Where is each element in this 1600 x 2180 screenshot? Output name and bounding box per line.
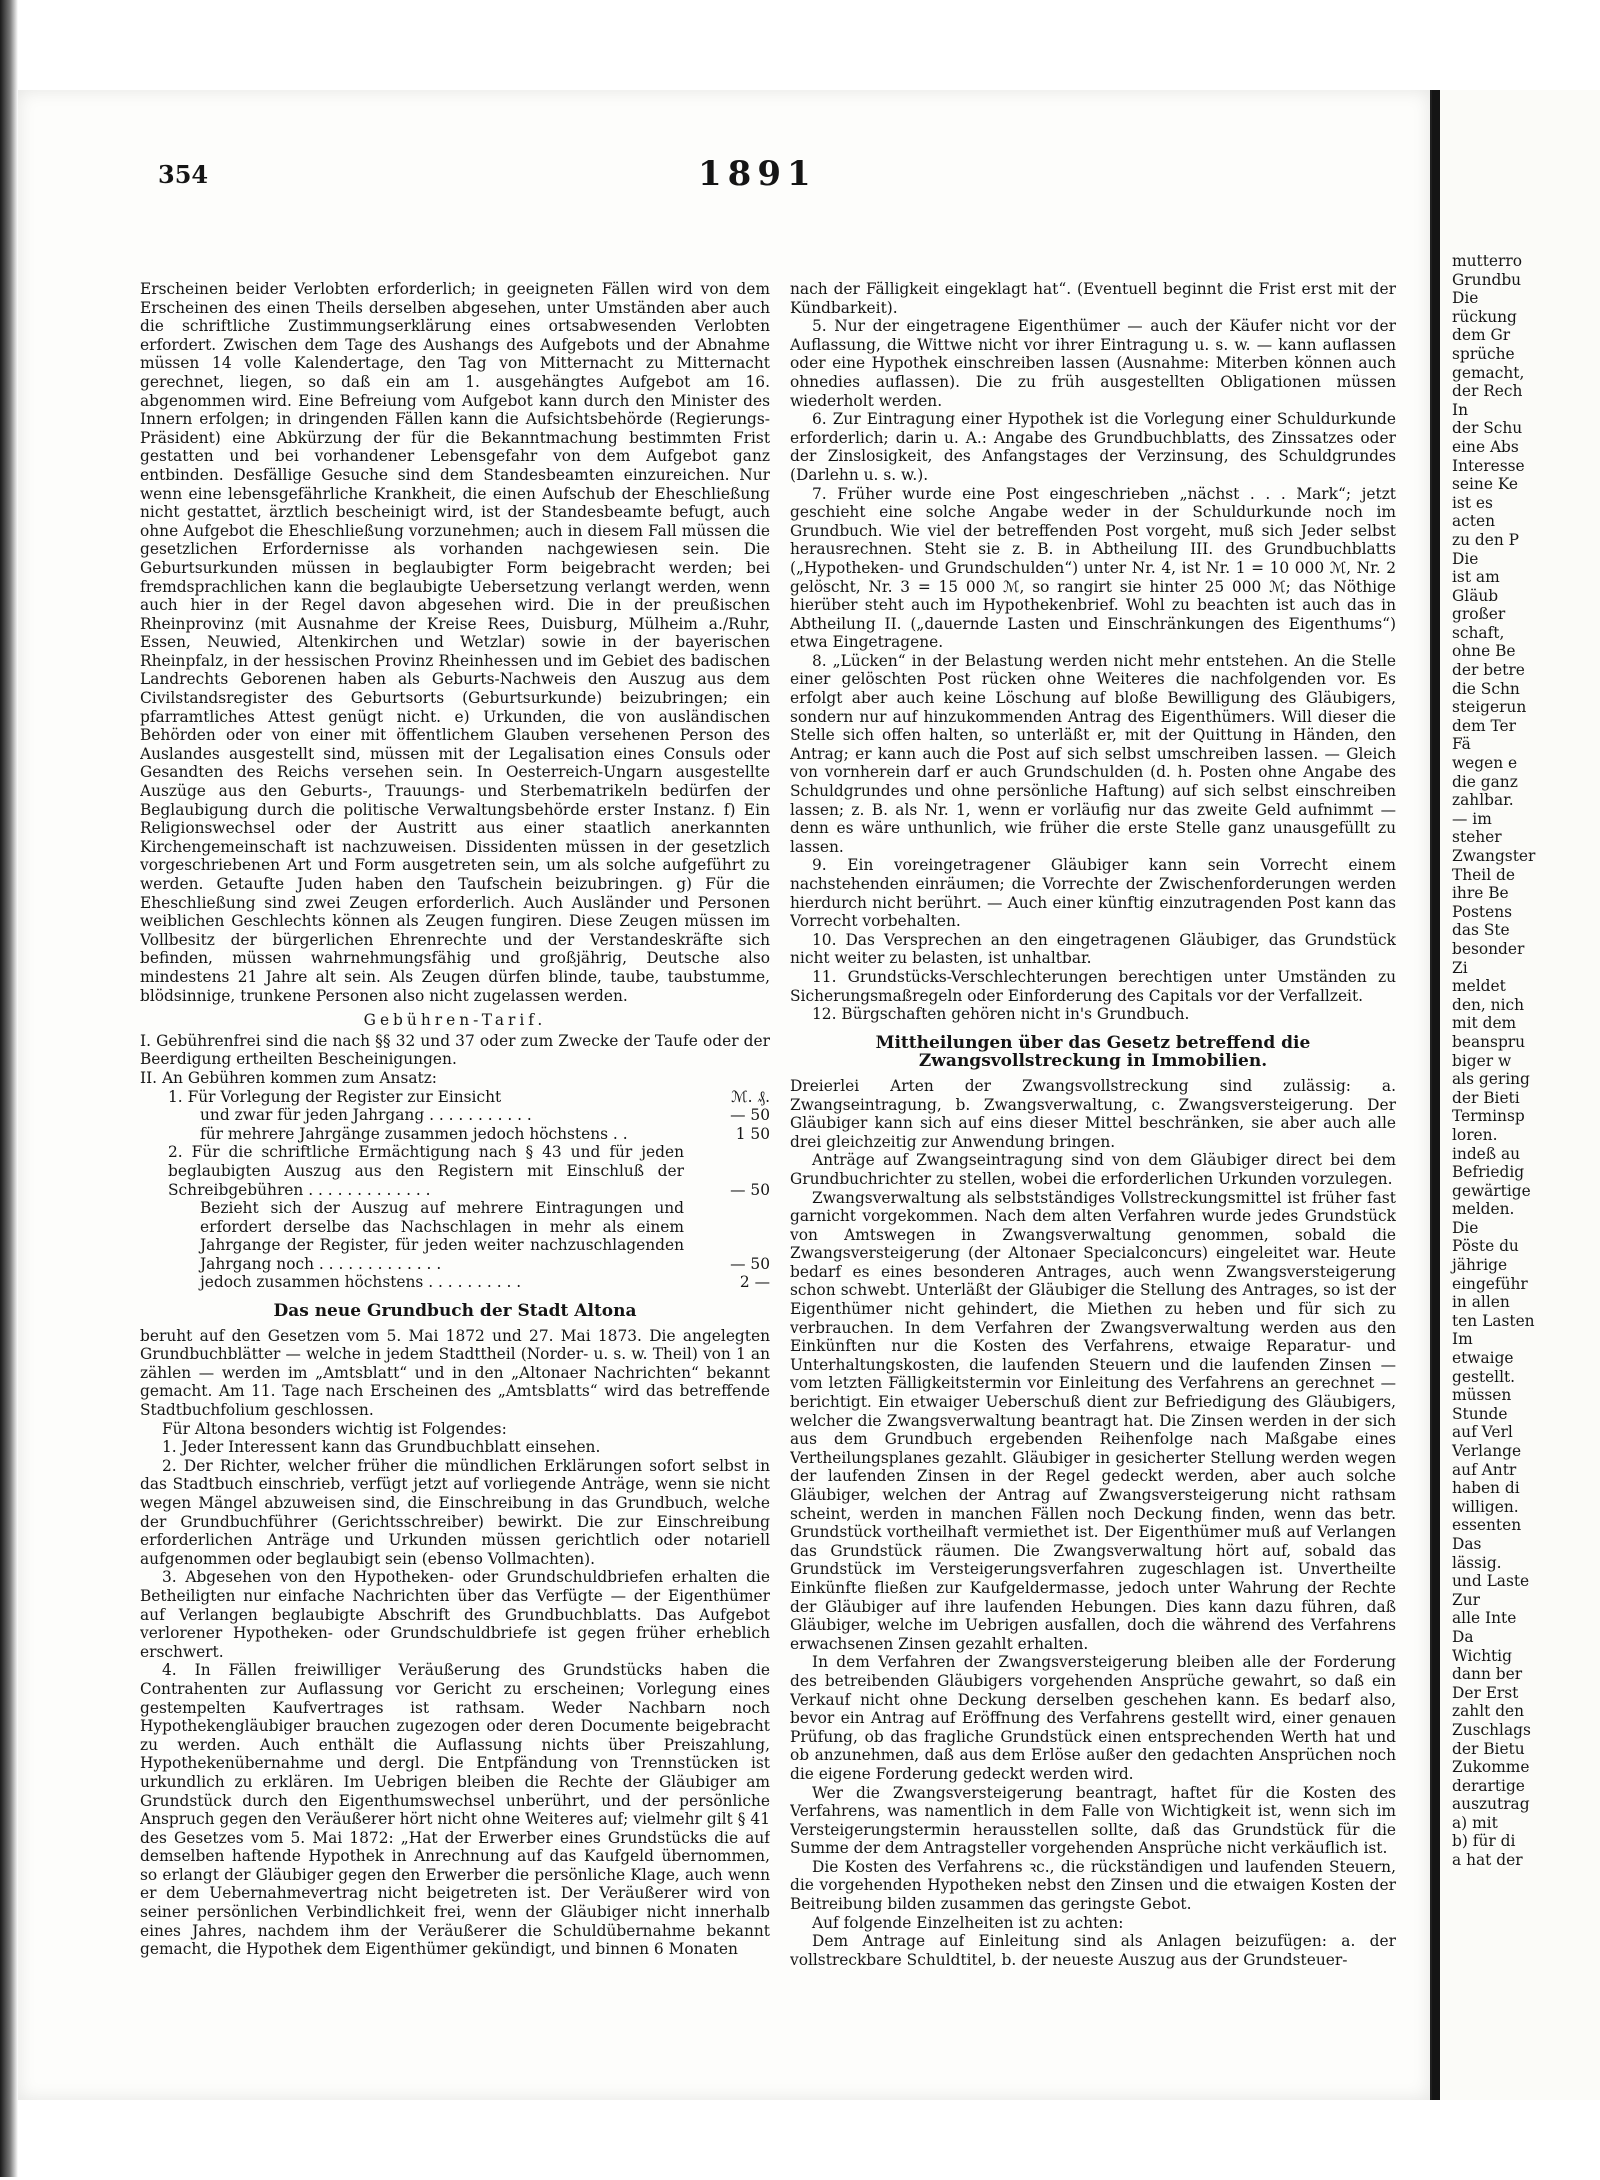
adjacent-page-line-fragment: ohne Be — [1452, 642, 1516, 661]
adjacent-page-line-fragment: lässig. — [1452, 1553, 1502, 1572]
adjacent-page-line-fragment: Zuschlags — [1452, 1720, 1531, 1739]
adjacent-page-line-fragment: Theil de — [1452, 865, 1515, 884]
altona-item-11: 11. Grundstücks-Verschlechterungen berechtigen unter Umständen zu Sicherungsmaßregeln oder Einforderung des Capitals vor der Verfallzeit. — [790, 967, 1396, 1005]
adjacent-page-line-fragment: dem Gr — [1452, 326, 1511, 345]
adjacent-page-line-fragment: — im — [1452, 809, 1492, 828]
adjacent-page-line-fragment: Zi — [1452, 958, 1468, 977]
adjacent-page-line-fragment: Wichtig — [1452, 1646, 1512, 1665]
adjacent-page-line-fragment: Die — [1452, 549, 1479, 568]
adjacent-page-line-fragment: der Rech — [1452, 382, 1523, 401]
adjacent-page-line-fragment: Gläub — [1452, 586, 1499, 605]
tariff-item-II: II. An Gebühren kommen zum Ansatz: — [140, 1068, 437, 1087]
adjacent-page-line-fragment: der Bietu — [1452, 1739, 1525, 1758]
adjacent-page-line-fragment: schaft, — [1452, 623, 1505, 642]
enforcement-paragraph-2: Anträge auf Zwangseintragung sind von dem Gläubiger direct bei dem Grundbuchrichter zu stellen, wobei die erforderlichen Urkunden vorzulegen. — [790, 1151, 1396, 1188]
continuation-paragraph: nach der Fälligkeit eingeklagt hat“. (Eventuell beginnt die Frist erst mit der Kündbarkeit). — [790, 280, 1396, 317]
adjacent-page-line-fragment: derartige — [1452, 1776, 1525, 1795]
adjacent-page-line-fragment: dem Ter — [1452, 716, 1516, 735]
altona-item-6: 6. Zur Eintragung einer Hypothek ist die Vorlegung einer Schuldurkunde erforderlich; darin u. A.: Angabe des Grundbuchblatts, des Zinssatzes oder der Zinslosigkeit, des Anfangstages der Verzinsung, des Schuldgrundes (Darlehn u. s. w.). — [790, 410, 1396, 484]
tariff-row-2b — [140, 1199, 770, 1273]
tariff-row-1b — [140, 1125, 770, 1144]
adjacent-page-line-fragment: den, nich — [1452, 995, 1525, 1014]
adjacent-page-line-fragment: sprüche — [1452, 344, 1515, 363]
adjacent-page-line-fragment: gewärtige — [1452, 1181, 1531, 1200]
adjacent-page-line-fragment: Der Erst — [1452, 1683, 1519, 1702]
adjacent-page-line-fragment: Verlange — [1452, 1442, 1522, 1460]
tariff-amount: — 50 — [730, 1180, 770, 1199]
tariff-currency-header: ℳ. ₰. — [731, 1087, 770, 1106]
altona-item-8: 8. „Lücken“ in der Belastung werden nicht mehr entstehen. An die Stelle einer gelöschten Post rücken ohne Weiteres die nachfolgenden vor. Es erfolgt aber auch keine Löschung auf bloße Bewilligung des Gläubigers, sondern nur auf hinzukommenden Antrag des Eigenthümers. Will dieser die Stelle sich offen halten, so unterläßt er, mit der Quittung in Händen, den Antrag; er kann auch die Post auf sich selbst umschreiben lassen. — Gleich von vornherein darf er auch Grundschulden (d. h. Posten ohne Angabe des Schuldgrundes und ohne persönliche Haftung) auf sich selbst einschreiben lassen; z. B. als Nr. 1, wenn er vorläufig nur das zweite Geld aufnimmt — denn es wäre unthunlich, wie früher die erste Stelle ganz unausgefüllt zu lassen. — [790, 651, 1396, 856]
adjacent-page-line-fragment: besonder — [1452, 939, 1525, 958]
adjacent-page-line-fragment: Interesse — [1452, 456, 1525, 475]
altona-intro-paragraph: beruht auf den Gesetzen vom 5. Mai 1872 und 27. Mai 1873. Die angelegten Grundbuchblätter — welche in jedem Stadttheil (Norder- u. s. w. Theil) von 1 an zählen — werden im „Amtsblatt“ und in den „Altonaer Nachrichten“ bekannt gemacht. Am 11. Tage nach Erscheinen des „Amtsblatts“ wird das betreffende Stadtbuchfolium geschlossen. — [140, 1326, 770, 1420]
adjacent-page-line-fragment: seine Ke — [1452, 475, 1519, 494]
adjacent-page-line-fragment: haben di — [1452, 1479, 1520, 1498]
tariff-text: für mehrere Jahrgänge zusammen jedoch höchstens . . — [200, 1124, 628, 1143]
adjacent-page-line-fragment: Zukomme — [1452, 1758, 1530, 1777]
adjacent-page-line-fragment: Postens — [1452, 902, 1512, 921]
adjacent-page-line-fragment: etwaige — [1452, 1349, 1514, 1368]
tariff-text: 1. Für Vorlegung der Register zur Einsicht — [168, 1087, 502, 1106]
adjacent-page-line-fragment: müssen — [1452, 1386, 1512, 1405]
left-column — [140, 280, 770, 2180]
adjacent-page-line-fragment: a hat der — [1452, 1851, 1523, 1870]
adjacent-page-line-fragment: das Ste — [1452, 921, 1510, 940]
adjacent-page-line-fragment: rückung — [1452, 307, 1517, 326]
adjacent-page-line-fragment: Zur — [1452, 1590, 1480, 1609]
adjacent-page-line-fragment: gemacht, — [1452, 363, 1525, 382]
adjacent-page-line-fragment: beanspru — [1452, 1032, 1526, 1051]
adjacent-page-line-fragment: Fä — [1452, 735, 1471, 754]
adjacent-page-line-fragment: Stunde — [1452, 1404, 1508, 1423]
page-header — [158, 154, 1418, 200]
adjacent-page-line-fragment: jährige — [1452, 1256, 1508, 1275]
adjacent-page-line-fragment: Zwangster — [1452, 847, 1536, 865]
altona-item-2: 2. Der Richter, welcher früher die mündlichen Erklärungen sofort selbst in das Stadtbuch einschrieb, verfügt jetzt auf vorliegende Anträge, wenn sie nicht wegen Mängel abzuweisen sind, die Einschreibung in das Grundbuch, welche der Grundbuchführer (Gerichtsschreiber) bewirkt. Die zur Einschreibung erforderlichen Anträge und Urkunden müssen gerichtlich oder notariell aufgenommen oder beglaubigt sein (ebenso Vollmachten). — [140, 1456, 770, 1568]
tariff-amount: 1 50 — [735, 1124, 770, 1143]
adjacent-page-line-fragment: Die — [1452, 1218, 1479, 1237]
adjacent-page-line-fragment: essenten — [1452, 1516, 1522, 1535]
adjacent-page-line-fragment: Da — [1452, 1627, 1474, 1646]
altona-item-1: 1. Jeder Interessent kann das Grundbuchblatt einsehen. — [162, 1438, 601, 1457]
tariff-amount: 2 — — [739, 1273, 770, 1292]
adjacent-page-line-fragment: gestellt. — [1452, 1367, 1516, 1386]
tariff-row-2c — [140, 1273, 770, 1292]
adjacent-page-line-fragment: auf Antr — [1452, 1460, 1517, 1479]
adjacent-page-line-fragment: Im — [1452, 1330, 1473, 1349]
adjacent-page-line-fragment: dann ber — [1452, 1665, 1523, 1684]
adjacent-page-line-fragment: als gering — [1452, 1070, 1530, 1089]
adjacent-page-text — [1452, 252, 1600, 1870]
fee-tariff — [140, 1032, 770, 1292]
adjacent-page-edge — [1432, 90, 1600, 2100]
adjacent-page-line-fragment: loren. — [1452, 1125, 1498, 1144]
enforcement-paragraph-7: Auf folgende Einzelheiten ist zu achten: — [812, 1913, 1124, 1932]
adjacent-page-line-fragment: indeß au — [1452, 1144, 1521, 1163]
adjacent-page-line-fragment: willigen. — [1452, 1497, 1519, 1516]
enforcement-intro-paragraph: Dreierlei Arten der Zwangsvollstreckung sind zulässig: a. Zwangseintragung, b. Zwangsverwaltung, c. Zwangsversteigerung. Der Gläubiger kann sich auf eins dieser Mittel beschränken, sie aber auch alle drei gleichzeitig zur Anwendung bringen. — [790, 1076, 1396, 1151]
adjacent-page-line-fragment: a) mit — [1452, 1813, 1498, 1832]
tariff-text: und zwar für jeden Jahrgang . . . . . . . . . . . — [200, 1106, 532, 1125]
adjacent-page-line-fragment: der Schu — [1452, 419, 1523, 438]
tariff-row-2 — [140, 1143, 770, 1199]
adjacent-page-line-fragment: ist es — [1452, 493, 1493, 512]
adjacent-page-line-fragment: der betre — [1452, 661, 1525, 680]
adjacent-page-line-fragment: in allen — [1452, 1293, 1510, 1312]
altona-item-10: 10. Das Versprechen an den eingetragenen Gläubiger, das Grundstück nicht weiter zu belasten, ist unhaltbar. — [790, 930, 1396, 968]
adjacent-page-line-fragment: eingeführ — [1452, 1274, 1528, 1293]
adjacent-page-line-fragment: wegen e — [1452, 754, 1518, 773]
adjacent-page-line-fragment: Die — [1452, 289, 1479, 308]
tariff-amount: — 50 — [730, 1106, 770, 1125]
altona-item-3: 3. Abgesehen von den Hypotheken- oder Grundschuldbriefen erhalten die Betheiligten nur einfache Nachrichten über das Verfügte — der Eigenthümer auf Verlangen beglaubigte Abschrift des Grundbuchblatts. Das Aufgebot verlorener Hypotheken- oder Grundschuldbriefe ist gegen früher erheblich erschwert. — [140, 1568, 770, 1661]
altona-item-9: 9. Ein voreingetragener Gläubiger kann sein Vorrecht einem nachstehenden einräumen; die Vorrechte der Zwischenforderungen werden hierdurch nicht berührt. — Auch einer künftig einzutragenden Post kann das Vorrecht vorbehalten. — [790, 856, 1396, 931]
enforcement-paragraph-4: In dem Verfahren der Zwangsversteigerung bleiben alle der Forderung des betreibenden Gläubigers vorgehenden Ansprüche gewahrt, so daß ein Verkauf nicht ohne Deckung derselben geschehen kann. Es bedarf also, bevor ein Antrag auf Eröffnung des Verfahrens gestellt wird, einer genauen Prüfung, ob das fragliche Grundstück einen entsprechenden Werth hat und ob anzunehmen, daß aus dem Erlöse außer den gedachten Ansprüchen noch die eigene Forderung gedeckt werden wird. — [790, 1653, 1396, 1783]
enforcement-paragraph-5: Wer die Zwangsversteigerung beantragt, haftet für die Kosten des Verfahrens, was namentlich in dem Falle von Wichtigkeit ist, wenn sich im Versteigerungstermin herausstellen sollte, daß das Grundstück für die Summe der dem Antragsteller vorgehenden Ansprüche nicht verkäuflich ist. — [790, 1783, 1396, 1858]
adjacent-page-line-fragment: mit dem — [1452, 1014, 1517, 1033]
adjacent-page-line-fragment: alle Inte — [1452, 1609, 1517, 1628]
adjacent-page-line-fragment: ist am — [1452, 568, 1500, 587]
marriage-requirements-paragraph: Erscheinen beider Verlobten erforderlich; in geeigneten Fällen wird von dem Erscheinen des einen Theils derselben abgesehen, unter Umständen aber auch die schriftliche Zustimmungserklärung eines ortsabwesenden Verlobten erfordert. Zwischen dem Tage des Aushangs des Aufgebots und der Abnahme müssen 14 volle Kalendertage, den Tag von Mitternacht zu Mitternacht gerechnet, liegen, so daß ein am 1. ausgehängtes Aufgebot am 16. abgenommen wird. Eine Befreiung vom Aufgebot kann durch den Minister des Innern erfolgen; in dringenden Fällen kann die Aufsichtsbehörde (Regierungs-Präsident) eine Abkürzung der für die Bekanntmachung bestimmten Frist gestatten und bei vorhandener Lebensgefahr von dem Aufgebot ganz entbinden. Desfällige Gesuche sind dem Standesbeamten einzureichen. Nur wenn eine lebensgefährliche Krankheit, die einen Aufschub der Eheschließung nicht gestattet, ärztlich bescheinigt wird, ist der Standesbeamte befugt, auch ohne Aufgebot die Eheschließung vorzunehmen; auch in diesem Fall müssen die gesetzlichen Erfordernisse als vorhanden nachgewiesen sein. Die Geburtsurkunden müssen in beglaubigter Form beigebracht werden; bei fremdsprachlichen kann die beglaubigte Uebersetzung verlangt werden, wenn auch hier in der Regel davon abgesehen wird. Die in der preußischen Rheinprovinz (mit Ausnahme der Kreise Rees, Duisburg, Mülheim a./Ruhr, Essen, Neuwied, Altenkirchen und Wetzlar) sowie in der bayerischen Rheinpfalz, in der hessischen Provinz Rheinhessen und im Gebiet des badischen Landrechts Geborenen haben als Geburts-Nachweis den Auszug aus dem Civilstandsregister des Geburtsorts (Geburtsurkunde) beizubringen; ein pfarramtliches Attest genügt nicht. e) Urkunden, die von ausländischen Behörden oder von einer mit öffentlichem Glauben versehenen Person des Auslandes ausgestellt sind, müssen mit der Legalisation eines Consuls oder Gesandten des Reichs versehen sein. In Oesterreich-Ungarn ausgestellte Auszüge aus den Geburts-, Trauungs- und Sterbematrikeln bedürfen der Beglaubigung durch die politische Verwaltungsbehörde erster Instanz. f) Ein Religionswechsel oder der Austritt aus einer staatlich anerkannten Kirchengemeinschaft ist nachzuweisen. Dissidenten müssen in der gesetzlich vorgeschriebenen Art und Form ausgetreten sein, um als solche aufgeführt zu werden. Getaufte Juden haben den Taufschein beizubringen. g) Für die Eheschließung sind zwei Zeugen erforderlich. Auch Ausländer und Personen weiblichen Geschlechts können als Zeugen fungiren. Diese Zeugen müssen im Vollbesitz der bürgerlichen Ehrenrechte und der Verstandeskräfte sich befinden, müssen wahrnehmungsfähig und großjährig, Deutsche also mindestens 21 Jahre alt sein. Als Zeugen dürfen blinde, taube, taubstumme, blödsinnige, trunkene Personen also nicht zugelassen werden. — [140, 280, 770, 1005]
adjacent-page-line-fragment: eine Abs — [1452, 437, 1519, 456]
altona-important-line: Für Altona besonders wichtig ist Folgendes: — [162, 1419, 507, 1438]
adjacent-page-line-fragment: Grundbu — [1452, 270, 1522, 289]
altona-section-heading: Das neue Grundbuch der Stadt Altona — [273, 1301, 637, 1322]
adjacent-page-line-fragment: der Bieti — [1452, 1088, 1520, 1107]
adjacent-page-line-fragment: steher — [1452, 828, 1502, 847]
adjacent-page-line-fragment: zu den P — [1452, 530, 1520, 549]
adjacent-page-line-fragment: und Laste — [1452, 1572, 1530, 1591]
adjacent-page-line-fragment: die ganz — [1452, 772, 1518, 791]
right-column — [790, 280, 1396, 2180]
altona-item-12: 12. Bürgschaften gehören nicht in's Grundbuch. — [812, 1005, 1190, 1024]
adjacent-page-line-fragment: auf Verl — [1452, 1423, 1513, 1442]
fee-tariff-heading: Gebühren-Tarif. — [363, 1011, 547, 1030]
tariff-item-I: I. Gebührenfrei sind die nach §§ 32 und 37 oder zum Zwecke der Taufe oder der Beerdigung ertheilten Bescheinigungen. — [140, 1031, 770, 1069]
page-number: 354 — [158, 160, 209, 189]
adjacent-page-line-fragment: großer — [1452, 605, 1506, 624]
adjacent-page-line-fragment: zahlbar. — [1452, 791, 1514, 810]
tariff-amount: — 50 — [730, 1254, 770, 1273]
adjacent-page-line-fragment: Befriedig — [1452, 1163, 1525, 1182]
adjacent-page-line-fragment: ihre Be — [1452, 884, 1509, 903]
adjacent-page-line-fragment: ten Lasten — [1452, 1311, 1535, 1330]
enforcement-paragraph-3: Zwangsverwaltung als selbstständiges Vollstreckungsmittel ist früher fast garnicht vorgekommen. Nach dem alten Verfahren wurde jedes Grundstück von Amtswegen in Zwangsverwaltung genommen, sobald die Zwangsversteigerung (der Altonaer Specialconcurs) eingeleitet war. Heute bedarf es eines besonderen Antrages, auch wenn Zwangsversteigerung schon schwebt. Unterläßt der Gläubiger die Stellung des Antrages, so ist der Eigenthümer nicht gehindert, die Miethen zu heben und für sich zu verbrauchen. In dem Verfahren der Zwangsverwaltung werden aus den Einkünften nur die Kosten des Verfahrens, etwaige Reparatur- und Unterhaltungskosten, die laufenden Steuern und die laufenden Zinsen — vom letzten Fälligkeitstermin vor Einleitung des Verfahrens an gerechnet — berichtigt. Ein etwaiger Ueberschuß dient zur Befriedigung des Gläubigers, welcher die Zwangsverwaltung beantragt hat. Die Zinsen werden in der sich aus dem Grundbuch ergebenden Reihenfolge nach Maßgabe eines Vertheilungsplanes gezahlt. Gläubiger in gesicherter Stellung werden wegen der laufenden Zinsen in der Regel gedeckt werden, aber auch solche Gläubiger, welchen der Antrag auf Zwangsversteigerung nicht rathsam scheint, werden in manchen Fällen noch Deckung finden, wenn das betr. Grundstück vortheilhaft vermiethet ist. Der Eigenthümer muß auf Verlangen das Grundstück räumen. Die Zwangsverwaltung hört auf, sobald das Grundstück im Versteigerungsverfahren zugeschlagen ist. Unvertheilte Einkünfte fließen zur Kaufgeldermasse, jedoch unter Wahrung der Rechte der Gläubiger auf ihre laufenden Hebungen. Dies kann dazu führen, daß Gläubiger, welche im Uebrigen ausfallen, doch die während des Verfahrens erwachsenen Zinsen gezahlt erhalten. — [790, 1188, 1396, 1653]
adjacent-page-line-fragment: meldet — [1452, 977, 1506, 996]
adjacent-page-line-fragment: acten — [1452, 512, 1496, 531]
adjacent-page-line-fragment: In — [1452, 400, 1468, 419]
tariff-row-1 — [140, 1088, 770, 1107]
scan-edge-shadow — [0, 0, 18, 2177]
adjacent-page-line-fragment: mutterro — [1452, 252, 1522, 270]
tariff-text: 2. Für die schriftliche Ermächtigung nach § 43 und für jeden beglaubigten Auszug aus den Registern mit Einschluß der Schreibgebühren . . . . . . . . . . . . . — [168, 1143, 684, 1199]
adjacent-page-line-fragment: Pöste du — [1452, 1237, 1519, 1256]
adjacent-page-line-fragment: b) für di — [1452, 1832, 1516, 1851]
adjacent-page-line-fragment: steigerun — [1452, 698, 1527, 717]
tariff-text: Bezieht sich der Auszug auf mehrere Eintragungen und erfordert derselbe das Nachschlagen in mehr als einem Jahrgange der Register, für jeden weiter nachzuschlagenden Jahrgang noch . . . . . . . . . . . . . — [200, 1199, 684, 1273]
document-page — [18, 90, 1433, 2100]
adjacent-page-line-fragment: Das — [1452, 1534, 1482, 1553]
adjacent-page-line-fragment: die Schn — [1452, 679, 1520, 698]
altona-item-5: 5. Nur der eingetragene Eigenthümer — auch der Käufer nicht vor der Auflassung, die Wittwe nicht vor ihrer Eintragung u. s. w. — kann auflassen oder eine Hypothek einschreiben lassen (Ausnahme: Miterben können auch ohnedies auflassen). Die zu früh ausgestellten Obligationen müssen wiederholt werden. — [790, 317, 1396, 410]
adjacent-page-line-fragment: Terminsp — [1452, 1107, 1525, 1126]
adjacent-page-line-fragment: biger w — [1452, 1051, 1512, 1070]
page-year-heading: 1891 — [698, 154, 817, 194]
altona-item-4: 4. In Fällen freiwilliger Veräußerung des Grundstücks haben die Contrahenten zur Auflassung vor Gericht zu erscheinen; Vorlegung eines gestempelten Kaufvertrages ist rathsam. Weder Nachbarn noch Hypothekengläubiger brauchen zugezogen oder deren Documente beigebracht zu werden. Auch enthält die Auflassung nichts über Preiszahlung, Hypothekenübernahme und dergl. Die Entpfändung von Trennstücken ist urkundlich zu erklären. Im Uebrigen bleiben die Rechte der Gläubiger am Grundstück durch den Eigenthumswechsel unberührt, und der persönliche Anspruch gegen den Veräußerer hört nicht ohne Weiteres auf; vielmehr gilt § 41 des Gesetzes vom 5. Mai 1872: „Hat der Erwerber eines Grundstücks die auf demselben haftende Hypothek in Anrechnung auf das Kaufgeld übernommen, so erlangt der Gläubiger gegen den Erwerber die persönliche Klage, auch wenn er dem Uebernahmevertrag nicht beigetreten ist. Der Veräußerer wird von seiner persönlichen Verbindlichkeit frei, wenn der Gläubiger nicht innerhalb eines Jahres, nachdem ihm der Veräußerer die Schuldübernahme bekannt gemacht, die Hypothek dem Eigenthümer gekündigt, und binnen 6 Monaten — [140, 1661, 770, 1959]
tariff-text: jedoch zusammen höchstens . . . . . . . . . . — [200, 1273, 522, 1292]
enforcement-paragraph-8: Dem Antrage auf Einleitung sind als Anlagen beizufügen: a. der vollstreckbare Schuldtitel, b. der neueste Auszug aus der Grundsteuer- — [790, 1932, 1396, 1969]
adjacent-page-line-fragment: zahlt den — [1452, 1702, 1525, 1721]
enforcement-section-heading: Mittheilungen über das Gesetz betreffend die Zwangsvollstreckung in Immobilien. — [875, 1032, 1311, 1072]
altona-item-7: 7. Früher wurde eine Post eingeschrieben „nächst . . . Mark“; jetzt geschieht eine solche Angabe weder in der Schuldurkunde noch im Grundbuch. Wie viel der betreffenden Post vorgeht, muß sich Jeder selbst herausrechnen. Steht sie z. B. in Abtheilung III. des Grundbuchblatts („Hypotheken- und Grundschulden“) unter Nr. 4, ist Nr. 1 = 10 000 ℳ, Nr. 2 gelöscht, Nr. 3 = 15 000 ℳ, so rangirt sie hinter 25 000 ℳ; das Nöthige hierüber steht auch im Hypothekenbrief. Wohl zu beachten ist auch das in Abtheilung II. („dauernde Lasten und Einschränkungen des Eigenthums“) etwa Eingetragene. — [790, 484, 1396, 652]
enforcement-paragraph-6: Die Kosten des Verfahrens ꝛc., die rückständigen und laufenden Steuern, die vorgehenden Hypotheken nebst den Zinsen und die etwaigen Kosten der Beitreibung bilden zusammen das geringste Gebot. — [790, 1857, 1396, 1914]
tariff-row-1a — [140, 1106, 770, 1125]
adjacent-page-line-fragment: melden. — [1452, 1200, 1515, 1219]
adjacent-page-line-fragment: auszutrag — [1452, 1795, 1530, 1814]
